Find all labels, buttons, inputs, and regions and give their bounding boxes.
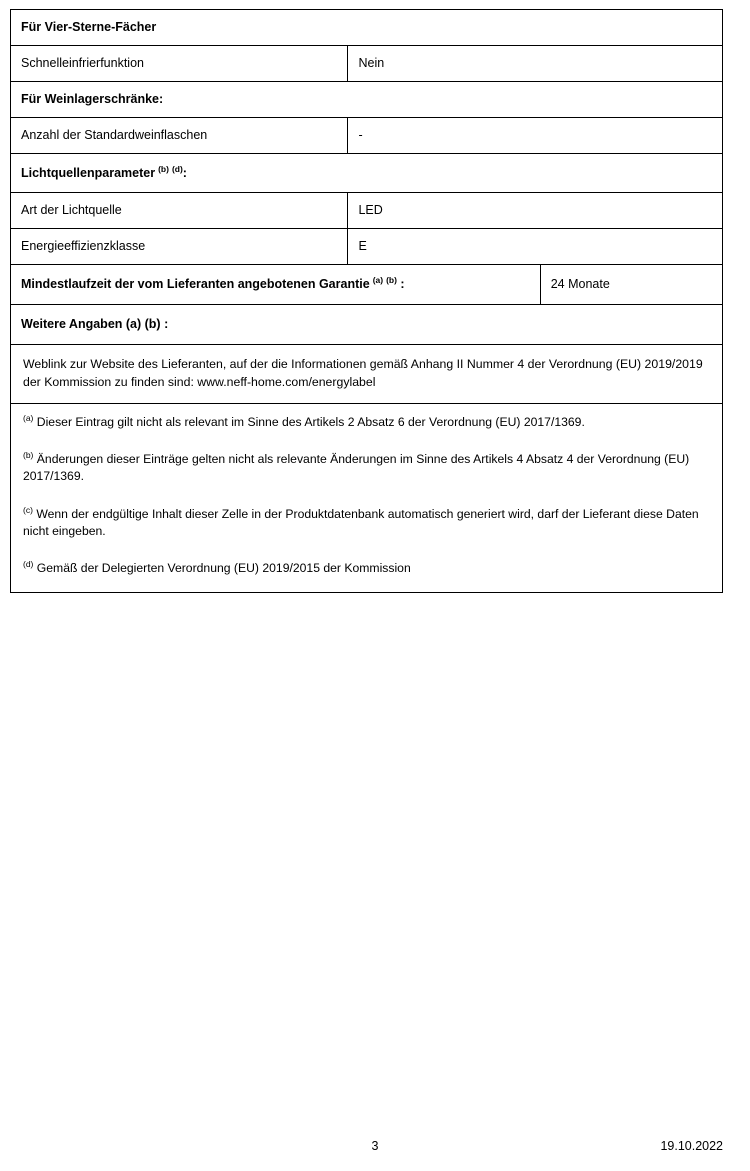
product-information-table [10,9,723,593]
label-minimum-warranty [11,265,540,304]
label-standard-wine-bottles: Anzahl der Standardweinflaschen [21,127,208,142]
table-row-weblink [11,344,723,403]
value-standard-wine-bottles: - [358,127,363,142]
table-row-footnote-a [11,403,723,441]
label-minimum-warranty-text: Mindestlaufzeit der vom Lieferanten angebotenen Garantie [21,277,370,292]
table-row-wine-bottles [11,117,723,153]
footnote-ref-a: (a) [372,274,384,285]
table-row-light-source-header [11,153,723,193]
table-row-fast-freeze [11,45,723,81]
footnote-b [11,441,722,496]
footnote-c-text: Wenn der endgültige Inhalt dieser Zelle in der Produktdatenbank automatisch generiert wird, darf der Lieferant diese Daten nicht eingeben. [23,506,699,538]
footnote-ref-b: (b) [158,163,169,174]
footnote-marker-b: (b) [23,449,34,460]
table-row-footnote-c [11,496,723,551]
table-row-wine-header [11,81,723,117]
section-header-light-source-text: Lichtquellenparameter [21,165,156,180]
page-number: 3 [371,1139,379,1153]
footnote-c [11,496,722,551]
label-energy-efficiency-class: Energieeffizienzklasse [21,239,146,254]
value-energy-efficiency-class: E [358,239,367,254]
value-light-source-type: LED [358,203,383,218]
section-header-light-source-suffix: : [182,165,187,180]
value-fast-freeze: Nein [358,55,385,70]
table-row-footnote-b [11,441,723,496]
footnote-marker-d: (d) [23,559,34,570]
footnote-d-text: Gemäß der Delegierten Verordnung (EU) 2019/2015 der Kommission [36,561,411,576]
table-row-four-star-header [11,10,723,46]
section-header-light-source-parameters [11,154,722,193]
table-row-additional-info-header [11,305,723,345]
footnote-ref-b: (b) [386,274,397,285]
footnote-b-text: Änderungen dieser Einträge gelten nicht als relevante Änderungen im Sinne des Artikels 4 Absatz 4 der Verordnung (EU) 2017/1369. [23,451,690,484]
footnote-a-text: Dieser Eintrag gilt nicht als relevant im Sinne des Artikels 2 Absatz 6 der Verordnung (EU) 2017/1369. [36,414,585,429]
value-minimum-warranty: 24 Monate [550,277,610,292]
label-minimum-warranty-suffix: : [400,277,405,292]
label-light-source-type: Art der Lichtquelle [21,203,122,218]
footnote-ref-d: (d) [171,163,183,174]
weblink-text: Weblink zur Website des Lieferanten, auf der die Informationen gemäß Anhang II Nummer 4 der Verordnung (EU) 2019/2019 der Kommission zu finden sind: www.neff-home.com/energylabel [23,356,703,389]
document-date: 19.10.2022 [660,1139,723,1153]
table-row-light-source-type [11,193,723,229]
table-row-footnote-d [11,550,723,592]
label-fast-freeze: Schnelleinfrierfunktion [21,55,144,70]
section-header-wine-cabinets: Für Weinlagerschränke: [21,91,164,106]
page-footer [0,1139,750,1157]
footnote-d [11,550,722,591]
footnote-marker-a: (a) [23,412,34,423]
table-row-warranty [11,265,723,305]
section-header-four-star: Für Vier-Sterne-Fächer [21,20,157,34]
table-row-energy-class [11,229,723,265]
section-header-additional-information: Weitere Angaben (a) (b) : [21,317,169,331]
footnote-marker-c: (c) [23,504,33,515]
footnote-a [11,404,722,441]
